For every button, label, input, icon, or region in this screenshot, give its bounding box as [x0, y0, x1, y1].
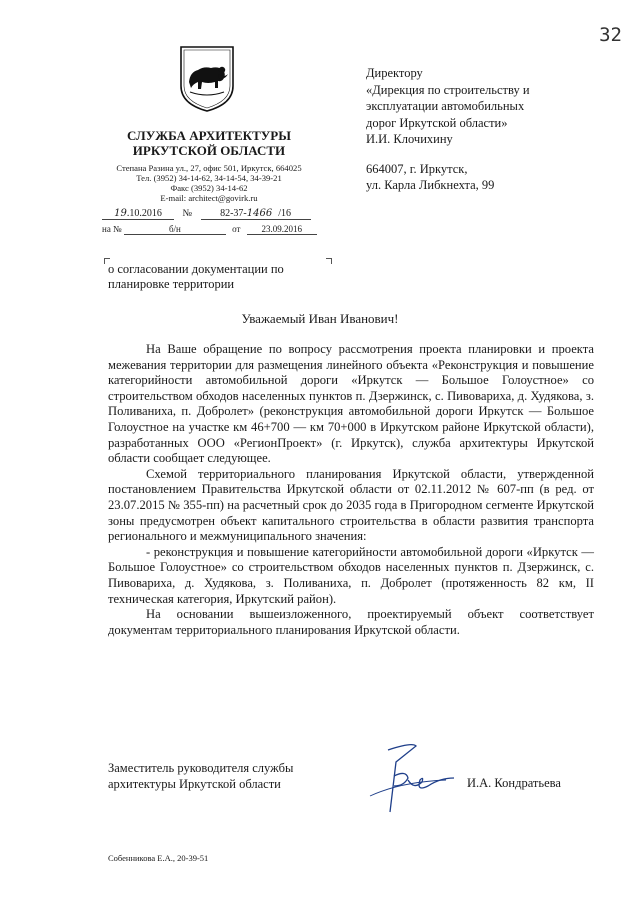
letter-subject: [108, 262, 340, 292]
org-fax: Факс (3952) 34-14-62: [170, 183, 248, 193]
page-number: 32: [599, 24, 622, 46]
outgoing-registration-line: [102, 208, 322, 220]
addressee-line2: «Дирекция по строительству и: [366, 82, 530, 97]
addressee-line1: Директору: [366, 66, 423, 80]
outgoing-number-prefix: 82-37-: [220, 208, 247, 219]
salutation: Уважаемый Иван Иванович!: [241, 311, 399, 326]
addressee-address2: ул. Карла Либкнехта, 99: [366, 178, 495, 192]
org-email: E-mail: architect@govirk.ru: [160, 193, 258, 203]
addressee-address1: 664007, г. Иркутск,: [366, 161, 468, 176]
org-address: Степана Разина ул., 27, офис 501, Иркутск, 664025: [116, 163, 302, 173]
signer-title-line2: архитектуры Иркутской области: [108, 777, 281, 791]
org-phone: Тел. (3952) 34-14-62, 34-14-54, 34-39-21: [136, 173, 282, 183]
addressee-name: И.И. Клочихину: [366, 132, 453, 146]
addressee-line4: дорог Иркутской области»: [366, 115, 508, 130]
executor-contact: Собенникова Е.А., 20-39-51: [108, 853, 209, 863]
handwritten-signature: [350, 740, 460, 820]
incoming-date: 23.09.2016: [247, 224, 317, 235]
incoming-prefix: на №: [102, 224, 122, 234]
subject-line1: о согласовании документации по: [108, 262, 284, 276]
body-paragraph: На Ваше обращение по вопросу рассмотрения проекта планировки и проекта межевания территории для размещения линейного объекта «Реконструкция и повышение категорийности автомобильной дороги «Иркутск — Большое Голоустное» со строительством обходов населенных пунктов п. Дзержинск, с. Пивовариха, д. Худякова, з. Поливаниха, п. Добролет» (реконструкция автомобильной дороги Иркутск — Большое Голоустное на участке км 46+700 — км 70+000 в Иркутском районе Иркутской области), разработанных ООО «РегионПроект» (г. Иркутск), служба архитектуры Иркутской области сообщает следующее.: [108, 342, 594, 466]
letter-body: [108, 342, 594, 638]
coat-of-arms-emblem: [178, 44, 236, 114]
addressee-line3: эксплуатации автомобильных: [366, 99, 525, 113]
signer-title-line1: Заместитель руководителя службы: [108, 761, 294, 775]
organization-contacts: [96, 163, 322, 203]
outgoing-number-suffix: /16: [278, 208, 291, 219]
body-paragraph: Схемой территориального планирования Иркутской области, утвержденной постановлением Правительства Иркутской области от 02.11.2012 № 607-пп (в ред. от 23.07.2015 № 355-пп) на расчетный срок до 2035 года в Пригородном сегменте Иркутской зоны предусмотрен объект капитального строительства в области развития транспорта регионального и межмуниципального значения:: [108, 466, 594, 544]
incoming-reference-line: [102, 224, 322, 235]
signer-name: И.А. Кондратьева: [467, 776, 561, 790]
number-sign: №: [182, 208, 193, 219]
addressee-block: [366, 65, 606, 194]
incoming-number: б/н: [124, 224, 226, 235]
incoming-from-label: от: [232, 224, 241, 234]
subject-line2: планировке территории: [108, 277, 235, 291]
outgoing-day-handwritten: 19: [114, 208, 127, 219]
body-paragraph: На основании вышеизложенного, проектируемый объект соответствует документам территориального планирования Иркутской области.: [108, 607, 594, 637]
outgoing-date: [102, 208, 174, 220]
outgoing-number-handwritten: 1466: [246, 208, 273, 219]
body-paragraph: - реконструкция и повышение категорийности автомобильной дороги «Иркутск — Большое Голоустное» со строительством обходов населенных пунктов п. Дзержинск, с. Пивовариха, д. Худякова, з. Поливаниха, п. Добролет (протяженность 82 км, II техническая категория, Иркутский район).: [108, 544, 594, 606]
signer-title: [108, 760, 348, 792]
outgoing-date-printed: .10.2016: [126, 208, 162, 219]
organization-name-line1: СЛУЖБА АРХИТЕКТУРЫ: [126, 128, 292, 143]
organization-name-line2: ИРКУТСКОЙ ОБЛАСТИ: [132, 143, 286, 158]
organization-name: [108, 128, 310, 158]
outgoing-number: [201, 208, 311, 220]
